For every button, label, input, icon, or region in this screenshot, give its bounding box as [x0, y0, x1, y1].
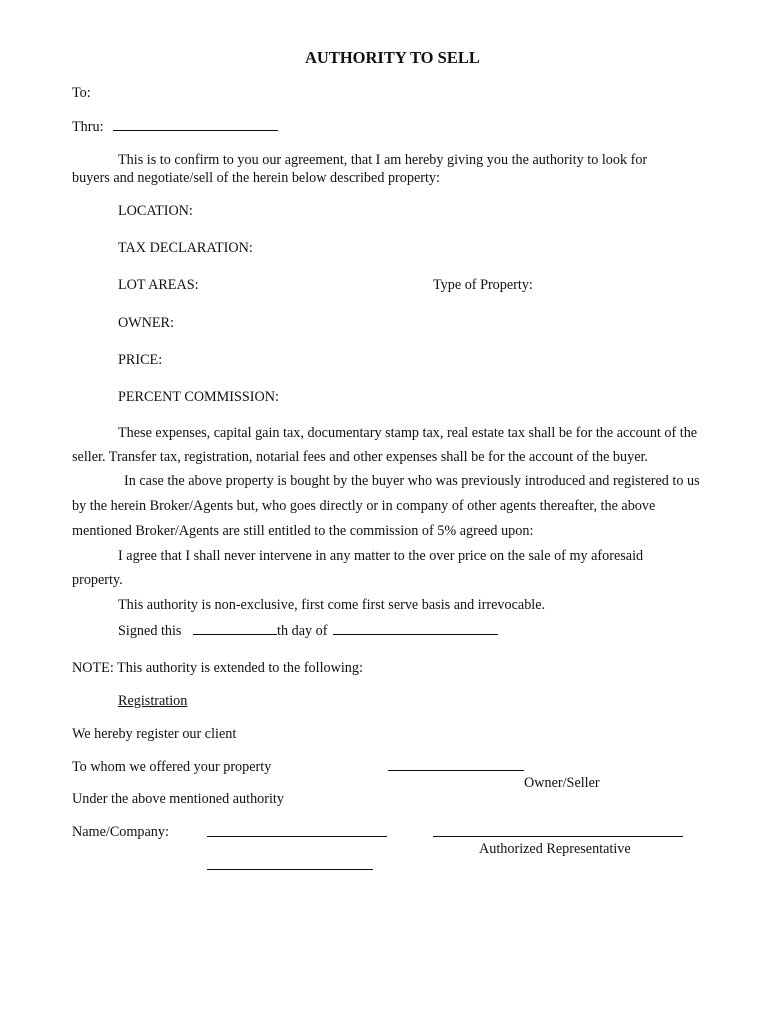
authorized-representative-label: Authorized Representative [479, 841, 631, 857]
thru-label: Thru: [72, 119, 104, 135]
name-company-label: Name/Company: [72, 824, 169, 840]
price-label: PRICE: [118, 352, 163, 368]
authorized-representative-signature-line[interactable] [433, 836, 683, 837]
thru-blank-line[interactable] [113, 118, 278, 131]
signed-month-blank-line[interactable] [333, 622, 498, 635]
note-text: NOTE: This authority is extended to the following: [72, 660, 363, 676]
case-line-2: by the herein Broker/Agents but, who goes directly or in company of other agents thereafter, the above [72, 498, 656, 514]
owner-seller-label: Owner/Seller [524, 775, 600, 791]
expenses-line-2: seller. Transfer tax, registration, notarial fees and other expenses shall be for the account of the buyer. [72, 449, 648, 465]
location-label: LOCATION: [118, 203, 193, 219]
signed-prefix: Signed this [118, 623, 182, 639]
case-line-1: In case the above property is bought by the buyer who was previously introduced and registered to us [124, 473, 700, 489]
offered-property-text: To whom we offered your property [72, 759, 272, 775]
agree-line-2: property. [72, 572, 123, 588]
register-client-text: We hereby register our client [72, 726, 237, 742]
expenses-line-1: These expenses, capital gain tax, documentary stamp tax, real estate tax shall be for the account of the [118, 425, 698, 441]
non-exclusive-text: This authority is non-exclusive, first come first serve basis and irrevocable. [118, 597, 546, 613]
owner-seller-signature-line[interactable] [388, 770, 524, 771]
percent-commission-label: PERCENT COMMISSION: [118, 389, 279, 405]
tax-declaration-label: TAX DECLARATION: [118, 240, 253, 256]
signed-row [118, 622, 498, 639]
case-line-3: mentioned Broker/Agents are still entitled to the commission of 5% agreed upon: [72, 523, 534, 539]
name-company-blank-line[interactable] [207, 836, 387, 837]
owner-label: OWNER: [118, 315, 174, 331]
signed-day-blank-line[interactable] [193, 622, 277, 635]
agree-line-1: I agree that I shall never intervene in any matter to the over price on the sale of my aforesaid [118, 548, 644, 564]
intro-line-2: buyers and negotiate/sell of the herein below described property: [72, 170, 440, 186]
registration-heading: Registration [118, 693, 188, 709]
lot-areas-label: LOT AREAS: [118, 277, 199, 293]
type-of-property-label: Type of Property: [433, 277, 533, 293]
document-title: AUTHORITY TO SELL [305, 48, 480, 67]
to-label: To: [72, 85, 91, 101]
signed-middle: th day of [277, 623, 328, 639]
intro-line-1: This is to confirm to you our agreement, that I am hereby giving you the authority to look for [118, 152, 648, 168]
name-company-second-blank-line[interactable] [207, 869, 373, 870]
under-authority-text: Under the above mentioned authority [72, 791, 284, 807]
thru-row [72, 118, 278, 135]
